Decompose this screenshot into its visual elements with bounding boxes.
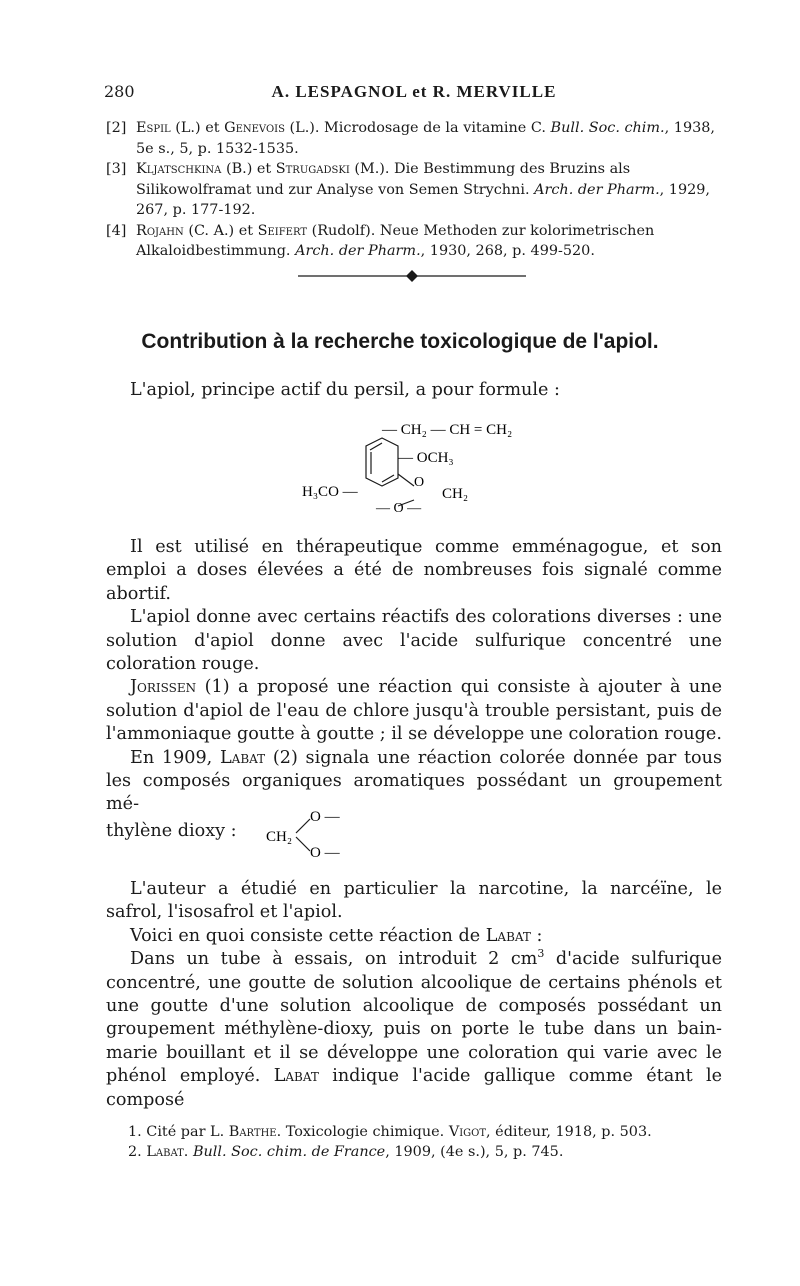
paragraph-text: a proposé une réaction qui consiste à ajouter à une solution d'apiol de l'eau de chlore jusqu'à trouble persistant, puis de l'ammoniaque goutte à goutte ; il se développe une coloration rouge. — [106, 677, 723, 745]
paragraph: Il est utilisé en thérapeutique comme emménagogue, et son emploi a doses élevées a été de nombreuses fois signalé comme abortif. — [106, 537, 722, 604]
footnote — [128, 1122, 728, 1142]
section-separator — [298, 266, 526, 286]
reference-text: (C. A.) et — [183, 222, 258, 239]
reference-list — [106, 118, 722, 262]
methylene-ch2: CH₂ — [266, 829, 293, 845]
reference-text: (M.). Die Bestimmung des Bruzins als Silikowolframat und zur Analyse von Semen Strychni. — [136, 161, 631, 198]
footnote-text: , éditeur, 1918, p. 503. — [486, 1124, 652, 1140]
paragraph: L'auteur a étudié en particulier la narcotine, la narcéïne, le safrol, l'isosafrol et l'apiol. — [106, 879, 722, 923]
methylene-o-upper: O — — [310, 809, 340, 825]
paragraph — [106, 948, 722, 1112]
paragraph — [106, 925, 722, 948]
formula-h3co: H₃CO — — [302, 484, 358, 500]
formula-o-upper: O — [414, 475, 425, 490]
cited-author: Labat — [219, 747, 266, 768]
methylene-label: thylène dioxy : — [106, 821, 237, 841]
paragraph-text: Voici en quoi consiste cette réaction de — [130, 925, 486, 946]
cited-author: Jorissen — [130, 677, 197, 698]
lower-text — [106, 878, 722, 1112]
paragraph: L'apiol donne avec certains réactifs des colorations diverses : une solution d'apiol donne avec l'acide sulfurique concentré une coloration rouge. — [106, 607, 722, 675]
footnote-author: Labat — [146, 1144, 184, 1160]
reference-journal: Bull. Soc. chim. — [550, 120, 665, 136]
reference-item — [106, 118, 722, 159]
footnote-text: . — [183, 1144, 193, 1160]
reference-author: Genevois — [224, 120, 285, 136]
formula-ch2: CH₂ — [442, 486, 469, 502]
intro-paragraph: L'apiol, principe actif du persil, a pour formule : — [130, 380, 560, 400]
footnote-text: 2. — [128, 1144, 147, 1160]
formula-och3: — OCH₃ — [398, 450, 454, 466]
reference-author: Kljatschkina — [136, 161, 222, 177]
main-text — [106, 536, 722, 817]
paragraph-text: indique l'acide gallique comme étant le composé — [106, 1066, 722, 1110]
reference-text: , 1929, 267, p. 177-192. — [136, 181, 711, 218]
diamond-ornament-icon — [406, 270, 418, 282]
footnote-journal: Bull. Soc. chim. de France — [192, 1144, 386, 1160]
reference-author: Rojahn — [136, 222, 184, 239]
paragraph-text: signala une réaction colorée donnée par tous les composés organiques aromatiques possédant un groupement mé- — [106, 747, 723, 815]
reference-text: (B.) et — [221, 161, 276, 177]
reference-journal: Arch. der Pharm. — [295, 243, 421, 259]
reference-text: (Rudolf). Neue Methoden zur kolorimetrischen Alkaloidbestimmung. — [136, 222, 655, 259]
reference-text: (L.). Microdosage de la vitamine C. — [284, 120, 551, 136]
reference-number: [4] — [106, 222, 127, 239]
footnote-author: Barthe — [228, 1124, 277, 1140]
footnote-marker: (2) — [272, 747, 298, 768]
footnote-publisher: Vigot — [448, 1124, 487, 1140]
page-header — [104, 82, 724, 108]
cited-author: Labat — [273, 1066, 319, 1087]
paragraph-text: d'acide sulfurique concentré, une goutte de solution alcoolique de certains phénols et une goutte d'une solution alcoolique de composés possédant un groupement méthylène-dioxy, puis on porte le tube dans un bain-marie bouillant et il se développe une coloration qui varie avec le phénol employé. — [106, 949, 722, 1087]
reference-number: [2] — [106, 120, 127, 136]
footnote-text: 1. Cité par L. — [128, 1124, 229, 1140]
reference-author: Espil — [136, 120, 171, 136]
reference-item — [106, 221, 722, 262]
formula-o-lower: — O — — [376, 501, 422, 516]
apiol-structural-formula — [296, 416, 596, 524]
methylene-group-diagram — [266, 805, 366, 865]
formula-side-chain: — CH₂ — CH = CH₂ — [382, 422, 513, 438]
paragraph — [106, 676, 722, 746]
footnote-text: , 1909, (4e s.), 5, p. 745. — [385, 1144, 564, 1160]
paragraph-text: En 1909, — [130, 747, 220, 768]
page-number: 280 — [104, 82, 135, 101]
footnote-marker: (1) — [204, 677, 230, 698]
footnotes — [128, 1122, 728, 1162]
footnote — [128, 1142, 728, 1162]
reference-number: [3] — [106, 161, 127, 177]
reference-journal: Arch. der Pharm. — [534, 181, 660, 198]
footnote-text: . Toxicologie chimique. — [276, 1124, 449, 1140]
paragraph-text: Dans un tube à essais, on introduit 2 cm — [130, 949, 538, 970]
reference-item — [106, 159, 722, 221]
methylene-dioxy-formula — [106, 805, 406, 865]
reference-text: , 1930, 268, p. 499-520. — [420, 243, 595, 259]
methylene-o-lower: O — — [310, 845, 340, 861]
reference-text: , 1938, 5e s., 5, p. 1532-1535. — [136, 120, 715, 157]
paragraph-text: : — [530, 925, 543, 946]
running-head: A. LESPAGNOL et R. MERVILLE — [271, 82, 557, 101]
cited-author: Labat — [485, 925, 531, 946]
reference-author: Seifert — [257, 222, 307, 239]
superscript: 3 — [537, 947, 545, 961]
reference-author: Strugadski — [275, 161, 350, 177]
reference-text: (L.) et — [170, 120, 225, 136]
article-title: Contribution à la recherche toxicologique de l'apiol. — [141, 330, 659, 353]
